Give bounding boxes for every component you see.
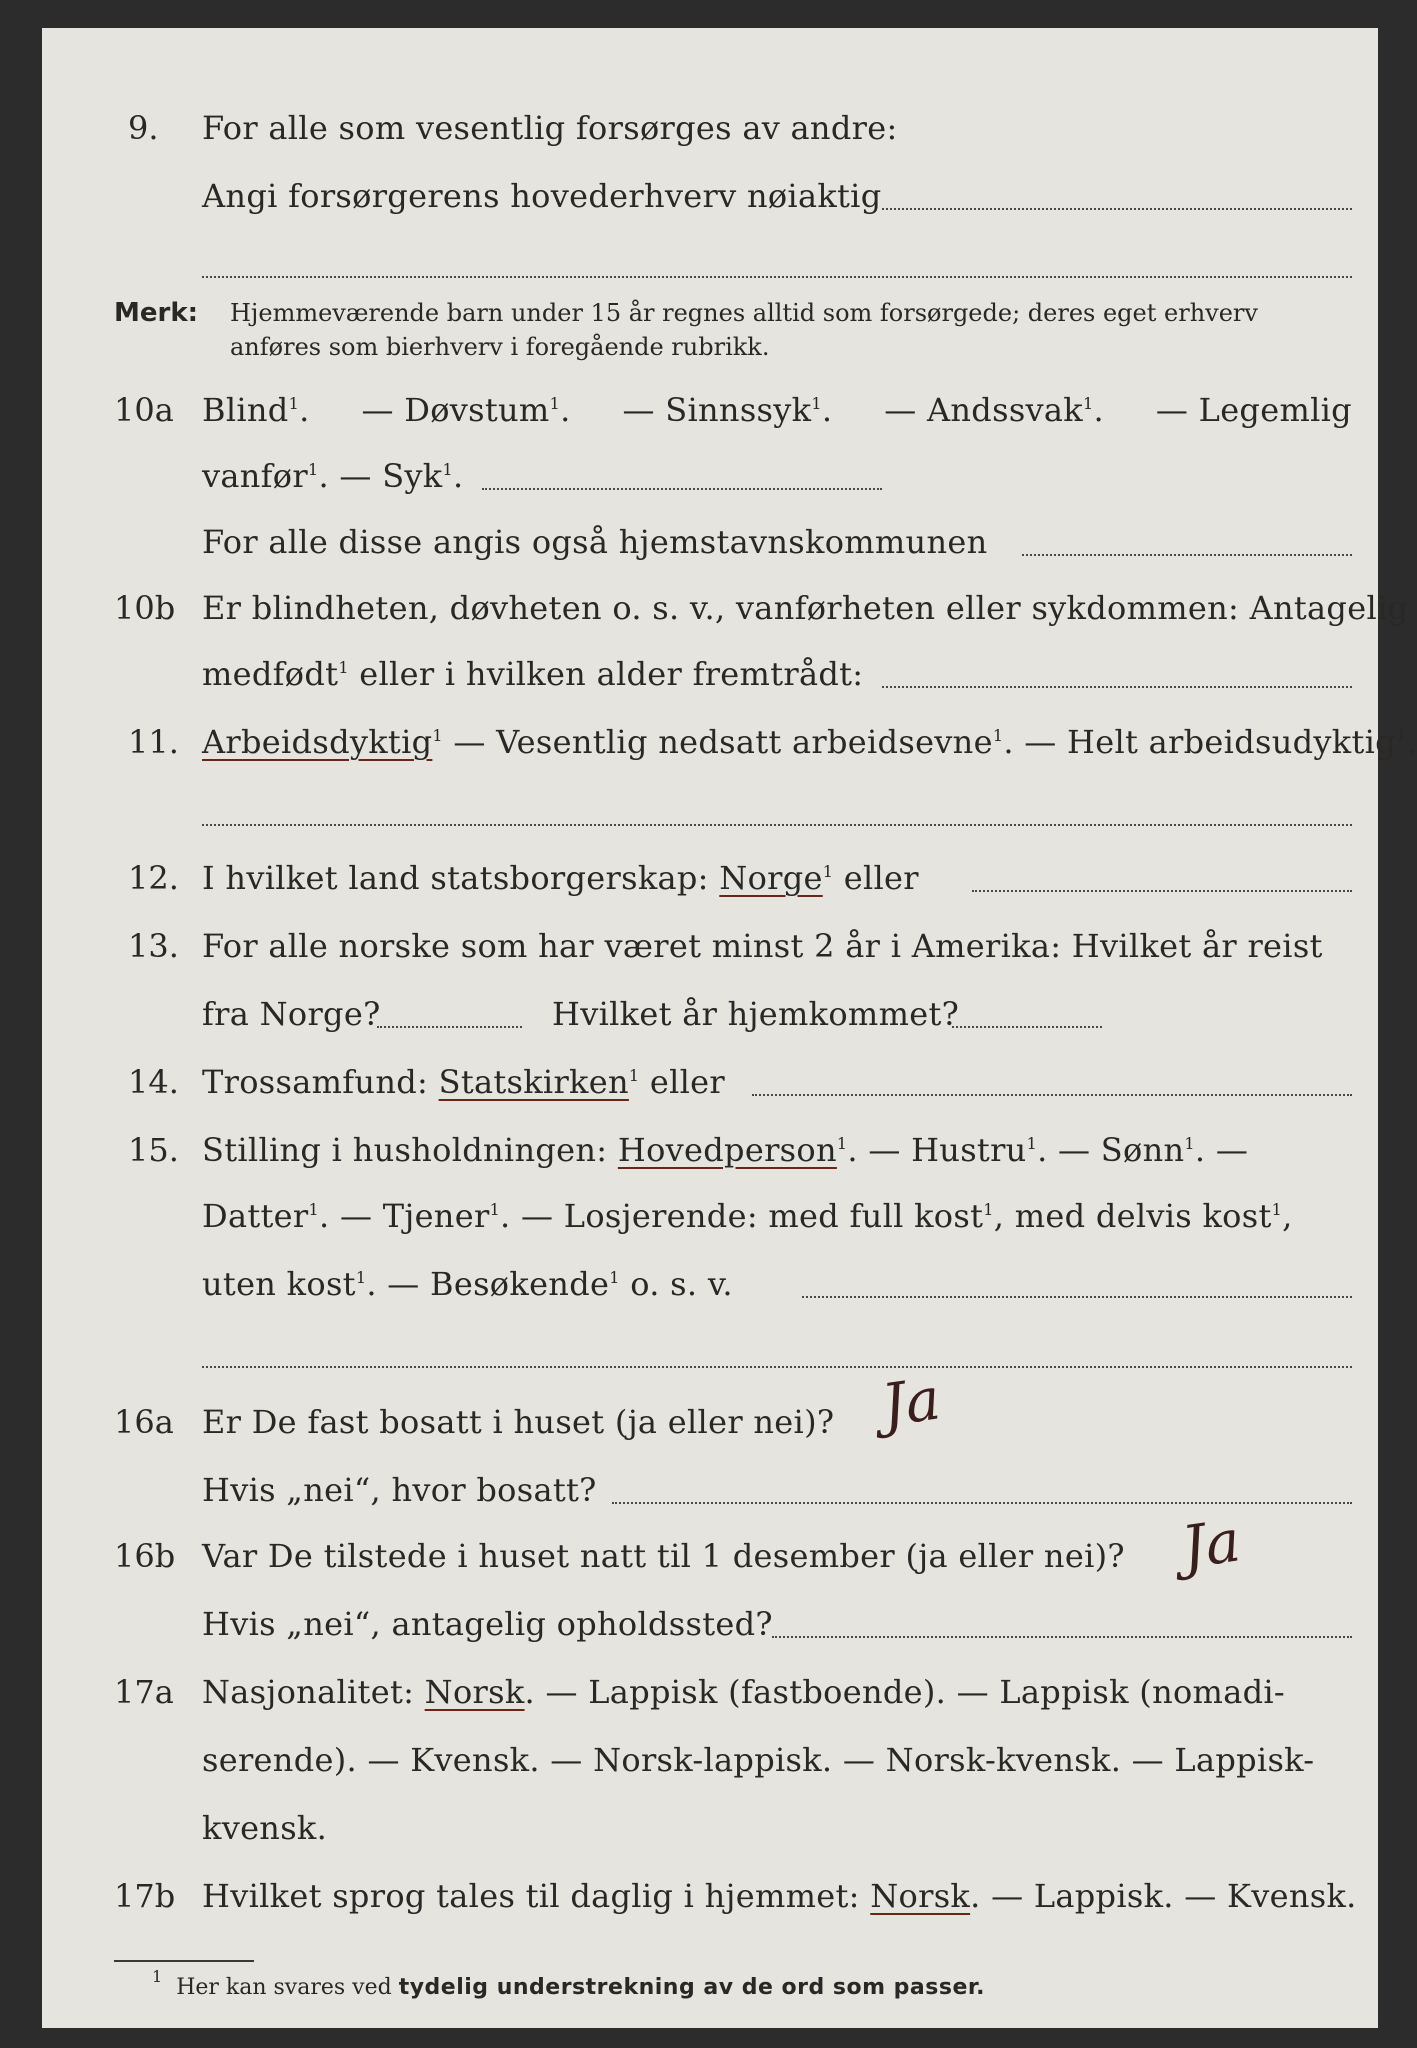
q11-number: 11. <box>128 723 179 761</box>
q16b-fill-line <box>772 1636 1352 1638</box>
q16a-line1: Er De fast bosatt i huset (ja eller nei)? <box>202 1403 835 1441</box>
q12-line: I hvilket land statsborgerskap: Norge$^1$ eller <box>202 859 919 897</box>
q16a-line2: Hvis „nei“, hvor bosatt? <box>202 1471 597 1509</box>
q17a-line1: Nasjonalitet: Norsk. — Lappisk (fastboende). — Lappisk (nomadi- <box>202 1673 1286 1711</box>
q11-fill-line <box>202 824 1352 826</box>
q16a-number: 16a <box>114 1403 174 1441</box>
q10a-opt-legemlig: — Legemlig <box>1155 391 1352 429</box>
q9-fill-line <box>882 208 1352 210</box>
q17a-selected-norsk: Norsk <box>424 1673 525 1711</box>
q10a-opt-andssvak: — Andssvak$^1$. <box>884 391 1104 429</box>
q10a-fill-line-2 <box>1022 554 1352 556</box>
q17b-number: 17b <box>114 1877 176 1915</box>
q13-line1: For alle norske som har været minst 2 år i Amerika: Hvilket år reist <box>202 927 1323 965</box>
q14-fill-line <box>752 1094 1352 1096</box>
q15-line2: Datter$^1$. — Tjener$^1$. — Losjerende: med full kost$^1$, med delvis kost$^1$, <box>202 1197 1293 1235</box>
q17a-number: 17a <box>114 1673 174 1711</box>
q10a-opt-sinnssyk: — Sinnssyk$^1$. <box>622 391 833 429</box>
q10a-line1 <box>202 390 1352 430</box>
q13-number: 13. <box>128 927 179 965</box>
merk-label: Merk: <box>114 298 199 328</box>
merk-line2: anføres som bierhverv i foregående rubrikk. <box>230 333 770 361</box>
footnote-rule <box>114 1960 254 1962</box>
q15-fill-line <box>802 1296 1352 1298</box>
q13-fill-line-a <box>377 1026 522 1028</box>
q13-fill-line-b <box>952 1026 1102 1028</box>
q10a-opt-blind: Blind$^1$. <box>202 391 310 429</box>
q15-selected-hovedperson: Hovedperson <box>617 1131 837 1169</box>
merk-line1: Hjemmeværende barn under 15 år regnes alltid som forsørgede; deres eget erhverv <box>230 299 1258 327</box>
q17a-line2: serende). — Kvensk. — Norsk-lappisk. — Norsk-kvensk. — Lappisk- <box>202 1741 1315 1779</box>
q13-line2b: Hvilket år hjemkommet? <box>552 995 960 1033</box>
q16a-handwritten-answer: Ja <box>877 1364 945 1440</box>
q16a-fill-line <box>612 1502 1352 1504</box>
q10a-number: 10a <box>114 391 174 429</box>
q10a-fill-line <box>482 488 882 490</box>
q10b-line1: Er blindheten, døvheten o. s. v., vanførheten eller sykdommen: Antagelig <box>202 589 1409 627</box>
q14-line: Trossamfund: Statskirken$^1$ eller <box>202 1063 726 1101</box>
q17b-line: Hvilket sprog tales til daglig i hjemmet: Norsk. — Lappisk. — Kvensk. <box>202 1877 1357 1915</box>
q9-number: 9. <box>128 109 159 147</box>
q12-fill-line <box>972 890 1352 892</box>
q12-number: 12. <box>128 859 179 897</box>
q14-number: 14. <box>128 1063 179 1101</box>
q9-line1: For alle som vesentlig forsørges av andre: <box>202 109 898 147</box>
q10b-number: 10b <box>114 589 176 627</box>
q17a-line3: kvensk. <box>202 1809 328 1847</box>
q15-fill-line-2 <box>202 1366 1352 1368</box>
q13-line2a: fra Norge? <box>202 995 381 1033</box>
census-form-page <box>42 28 1417 2028</box>
q10b-line2: medfødt$^1$ eller i hvilken alder fremtrådt: <box>202 655 864 693</box>
q16b-line1: Var De tilstede i huset natt til 1 desember (ja eller nei)? <box>202 1537 1125 1575</box>
q16b-handwritten-answer: Ja <box>1177 1506 1245 1582</box>
q10b-fill-line <box>882 686 1352 688</box>
q10a-line3: For alle disse angis også hjemstavnskommunen <box>202 523 988 561</box>
q16b-number: 16b <box>114 1537 176 1575</box>
footnote: $^1$ Her kan svares ved tydelig understrekning av de ord som passer. <box>152 1967 985 2000</box>
q15-line3: uten kost$^1$. — Besøkende$^1$ o. s. v. <box>202 1265 733 1303</box>
q10a-opt-dovstum: — Døvstum$^1$. <box>361 391 571 429</box>
q17b-selected-norsk: Norsk <box>870 1877 971 1915</box>
q11-selected-arbeidsdyktig: Arbeidsdyktig <box>202 723 433 761</box>
q15-number: 15. <box>128 1131 179 1169</box>
q9-line2: Angi forsørgerens hovederhverv nøiaktig <box>202 177 882 215</box>
q14-selected-statskirken: Statskirken <box>438 1063 629 1101</box>
q15-line1: Stilling i husholdningen: Hovedperson$^1$. — Hustru$^1$. — Sønn$^1$. — <box>202 1131 1249 1169</box>
q11-line: Arbeidsdyktig$^1$ — Vesentlig nedsatt arbeidsevne$^1$. — Helt arbeidsudyktig$^1$. <box>202 723 1417 761</box>
q9-fill-line-2 <box>202 276 1352 278</box>
q12-selected-norge: Norge <box>719 859 823 897</box>
q10a-line2: vanfør$^1$. — Syk$^1$. <box>202 457 464 495</box>
q16b-line2: Hvis „nei“, antagelig opholdssted? <box>202 1605 773 1643</box>
